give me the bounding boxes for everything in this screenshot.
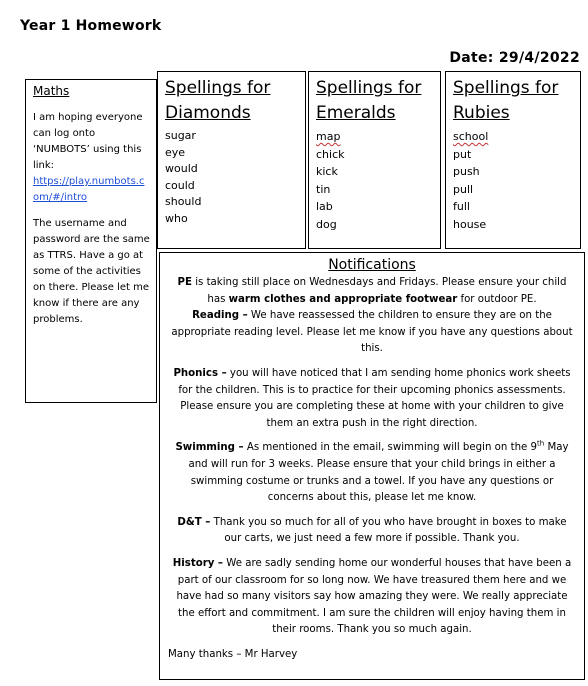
history-notice [168,556,576,639]
spelling-word: lab [316,200,333,213]
spelling-word: kick [316,165,338,178]
page-title: Year 1 Homework [20,18,162,34]
phonics-text: you will have noticed that I am sending home phonics work sheets for the children. This is to practice for their upcoming phonics assessments. Please ensure you are completing these at home with your children to give them an extra push in the right direction. [178,367,571,429]
history-label: History – [172,557,224,569]
spelling-word: chick [316,147,345,161]
spelling-word: who [165,211,188,225]
reading-text: We have reassessed the children to ensure they are on the appropriate reading level. Please let me know if you have any questions about this. [171,310,573,355]
maths-login-info: The username and password are the same as TTRS. Have a go at some of the activities on there. Please let me know if there are any problems. [33,218,150,325]
dt-label: D&T – [177,516,211,528]
pe-text-end: for outdoor PE. [457,293,537,305]
swimming-ordinal: th [537,439,545,448]
spelling-word: full [453,200,470,213]
phonics-label: Phonics – [173,367,227,379]
spellings-diamonds-box [157,71,306,249]
spelling-word: push [453,165,480,178]
spelling-word: should [165,195,202,208]
swimming-label: Swimming – [175,442,244,454]
spelling-word: tin [316,182,331,196]
pe-notice [168,275,576,308]
spellings-emeralds-box [308,71,441,249]
dt-text: Thank you so much for all of you who have brought in boxes to make our carts, we just need a few more if possible. Thank you. [210,516,567,545]
history-text: We are sadly sending home our wonderful houses that have been a part of our classroom for so long now. We have treasured them here and we have had so many visitors say how amazing they were. We really appreciate the effort and commitment. I am sure the children will enjoy having them in their rooms. Thank you so much again. [176,557,572,636]
pe-bold-text: warm clothes and appropriate footwear [228,293,458,305]
spelling-word: dog [316,217,337,231]
swimming-text: As mentioned in the email, swimming will begin on the 9 [243,442,538,454]
swimming-notice [168,440,576,506]
spelling-word: would [165,162,198,175]
swimming-text-end: May and will run for 3 weeks. Please ensure that your child brings in either a swimming costume or trunks and a towel. If you have any questions or concerns about this, please let me know. [188,442,569,504]
spellings-diamonds-heading: Spellings for Diamonds [165,78,271,123]
numbots-link[interactable]: https://play.numbots.com/#/intro [33,176,145,203]
maths-box [25,79,157,403]
reading-label: Reading – [192,310,248,322]
notifications-box [159,252,585,680]
spelling-word: could [165,178,195,192]
maths-heading: Maths [33,84,70,98]
spellings-diamonds-list [165,128,299,227]
spelling-word: eye [165,145,186,159]
spellings-emeralds-heading: Spellings for Emeralds [316,78,422,123]
pe-text: is taking still place on Wednesdays and Fridays. Please ensure your child has [191,277,567,305]
spelling-word [453,128,574,146]
pe-label: PE [177,277,192,288]
date-label: Date: 29/4/2022 [449,50,580,66]
spellings-rubies-heading: Spellings for Rubies [453,78,559,123]
signoff: Many thanks – Mr Harvey [168,648,298,660]
spelling-word: put [453,147,472,161]
maths-intro: I am hoping everyone can log onto ‘NUMBOTS’ using this link: [33,112,143,171]
spellings-rubies-box [445,71,581,249]
dt-notice [168,515,576,548]
spelling-word [316,128,434,146]
spelling-word: pull [453,182,474,196]
spelling-word-text: school [453,130,489,143]
spellings-emeralds-list [316,128,434,233]
reading-notice [168,308,576,358]
phonics-notice [168,366,576,432]
spelling-word: sugar [165,129,196,142]
notifications-heading: Notifications [328,257,416,273]
spellings-rubies-list [453,128,574,233]
spelling-word-text: map [316,130,341,143]
spelling-word: house [453,217,487,231]
